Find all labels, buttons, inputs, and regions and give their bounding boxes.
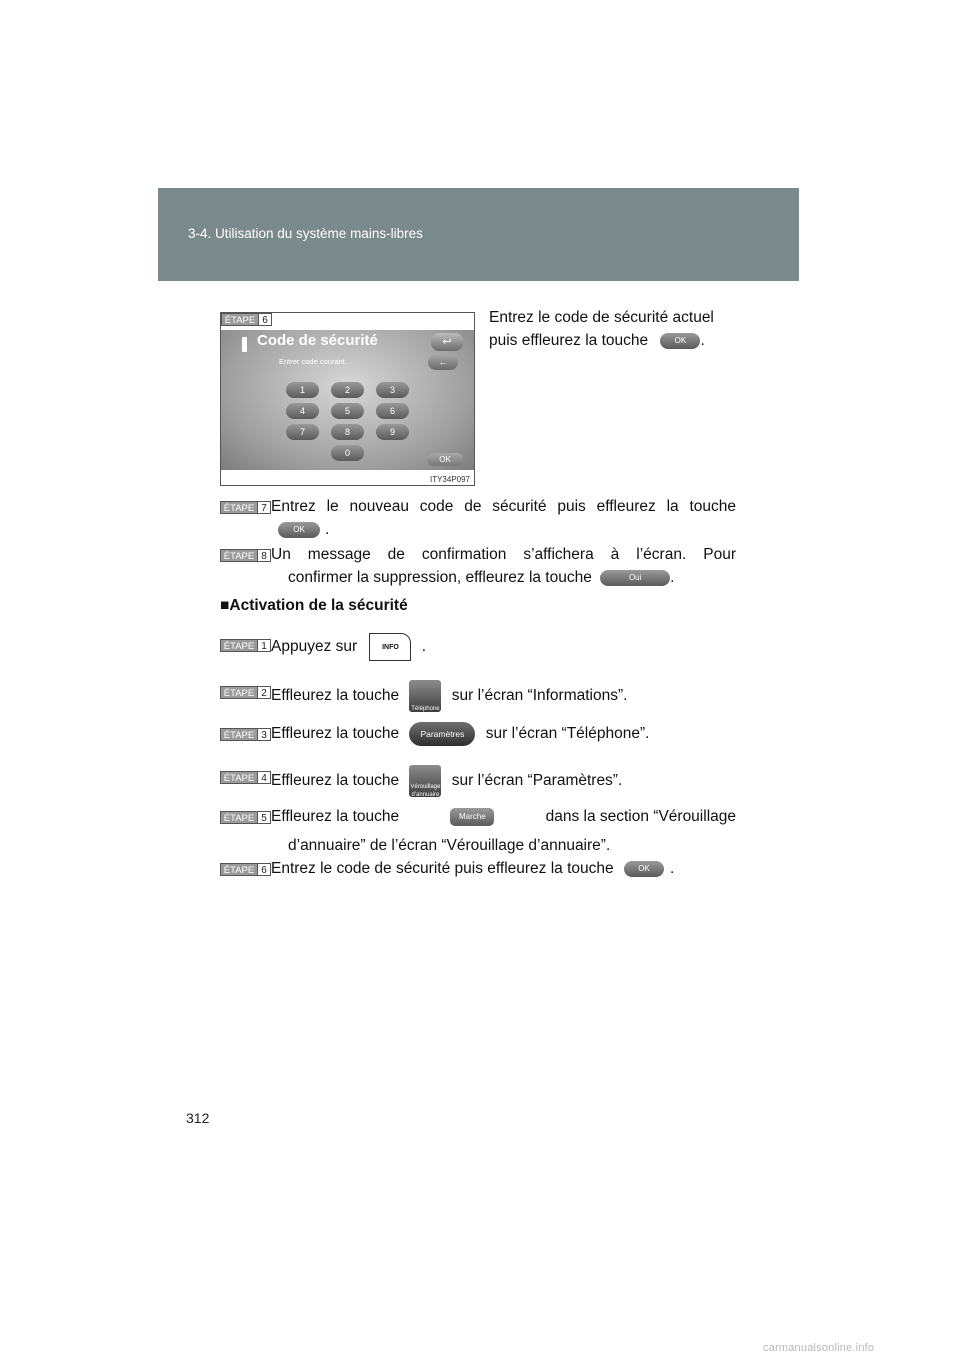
step-badge — [220, 639, 271, 652]
step-badge-label: ÉTAPE — [220, 501, 258, 514]
step3-text-after: sur l’écran “Téléphone”. — [485, 725, 650, 743]
step2-instruction — [271, 680, 627, 712]
step-badge-label: ÉTAPE — [220, 639, 258, 652]
step-badge — [220, 501, 271, 514]
step1-text: Appuyez sur — [271, 638, 358, 656]
step5-line1 — [271, 805, 736, 828]
keypad-key-4[interactable]: 4 — [286, 403, 319, 419]
keypad-key-2[interactable]: 2 — [331, 382, 364, 398]
step7-end: . — [325, 521, 330, 538]
step6-end: . — [700, 332, 705, 349]
step-badge-number: 3 — [258, 728, 271, 741]
step-badge — [220, 686, 271, 699]
step-badge-number: 2 — [258, 686, 271, 699]
step-badge-number: 6 — [258, 863, 271, 876]
step-badge-label: ÉTAPE — [220, 863, 258, 876]
step5-text-after: dans la section “Vérouillage — [545, 808, 736, 825]
step-badge — [220, 811, 271, 824]
navigation-screen — [221, 330, 474, 470]
step5-line2: d’annuaire” de l’écran “Vérouillage d’annuaire”. — [288, 837, 611, 854]
keypad-key-0[interactable]: 0 — [331, 445, 364, 461]
step-badge-number: 7 — [258, 501, 271, 514]
step3-text: Effleurez la touche — [271, 725, 400, 743]
step8-line1: Un message de confirmation s’affichera à l’écran. Pour — [271, 546, 736, 563]
watermark: carmanualsonline.info — [763, 1342, 875, 1354]
info-button-icon: INFO — [369, 633, 411, 661]
step3-instruction — [271, 722, 649, 746]
parametres-button-icon: Paramètres — [409, 722, 475, 746]
step-badge-number: 6 — [259, 313, 272, 326]
step2-text-after: sur l’écran “Informations”. — [451, 687, 628, 705]
step6b-instruction — [271, 857, 674, 880]
page-number: 312 — [186, 1110, 210, 1126]
screen-subtitle: Entrer code courant. — [279, 357, 347, 366]
square-bullet-icon: ■ — [220, 597, 230, 614]
step-badge — [221, 313, 272, 326]
step-badge-number: 1 — [258, 639, 271, 652]
marche-button-icon: Marche — [450, 808, 494, 826]
keypad-key-8[interactable]: 8 — [331, 424, 364, 440]
keypad-key-6[interactable]: 6 — [376, 403, 409, 419]
step8-end: . — [670, 569, 675, 586]
title-bar-icon — [242, 337, 247, 352]
step-badge-label: ÉTAPE — [220, 811, 258, 824]
step8-line2 — [288, 566, 674, 589]
step7-line1: Entrez le nouveau code de sécurité puis effleurez la touche — [271, 498, 736, 515]
step6-line1: Entrez le code de sécurité actuel — [489, 309, 714, 326]
ok-button-icon: OK — [278, 522, 320, 538]
step4-text: Effleurez la touche — [271, 772, 400, 790]
step2-text: Effleurez la touche — [271, 687, 400, 705]
ok-button-icon: OK — [660, 333, 700, 349]
step6b-text: Entrez le code de sécurité puis effleurez la touche — [271, 860, 614, 877]
step6-line2-text: puis effleurez la touche — [489, 332, 649, 349]
keypad-key-7[interactable]: 7 — [286, 424, 319, 440]
step-badge-number: 8 — [258, 549, 271, 562]
security-code-screen-figure — [220, 312, 475, 486]
step-badge-label: ÉTAPE — [220, 549, 258, 562]
step6-line2 — [489, 329, 739, 352]
keypad-key-5[interactable]: 5 — [331, 403, 364, 419]
step8-line2-text: confirmer la suppression, effleurez la touche — [288, 569, 592, 586]
back-icon[interactable]: ↩ — [431, 333, 463, 351]
step4-text-after: sur l’écran “Paramètres”. — [451, 772, 623, 790]
step5-text: Effleurez la touche — [271, 808, 400, 825]
step-badge — [220, 549, 271, 562]
keypad-key-3[interactable]: 3 — [376, 382, 409, 398]
section-title-text: Activation de la sécurité — [229, 597, 408, 614]
ok-button-icon: OK — [624, 861, 664, 877]
step-badge-label: ÉTAPE — [220, 771, 258, 784]
step-badge — [220, 771, 271, 784]
delete-button[interactable]: ← — [428, 355, 458, 370]
step1-end: . — [421, 638, 427, 656]
section-header-title: 3-4. Utilisation du système mains-libres — [188, 226, 423, 241]
step-badge-label: ÉTAPE — [221, 313, 259, 326]
step1-instruction — [271, 633, 426, 661]
step-badge-label: ÉTAPE — [220, 728, 258, 741]
lock-icon: Vérouillage d'annuaire — [409, 765, 441, 797]
step4-instruction — [271, 765, 622, 797]
step6-instruction — [489, 306, 739, 352]
step-badge-number: 4 — [258, 771, 271, 784]
screen-ok-button[interactable]: OK — [427, 453, 463, 466]
step6b-end: . — [669, 860, 675, 877]
screen-title: Code de sécurité — [257, 332, 378, 349]
step-badge-label: ÉTAPE — [220, 686, 258, 699]
keypad-key-1[interactable]: 1 — [286, 382, 319, 398]
step-badge — [220, 863, 271, 876]
step-badge-number: 5 — [258, 811, 271, 824]
section-title — [220, 597, 408, 615]
keypad-key-9[interactable]: 9 — [376, 424, 409, 440]
telephone-icon: Téléphone — [409, 680, 441, 712]
step7-line2 — [278, 518, 329, 541]
oui-button-icon: Oui — [600, 570, 670, 586]
figure-code: ITY34P097 — [429, 475, 470, 484]
step-badge — [220, 728, 271, 741]
